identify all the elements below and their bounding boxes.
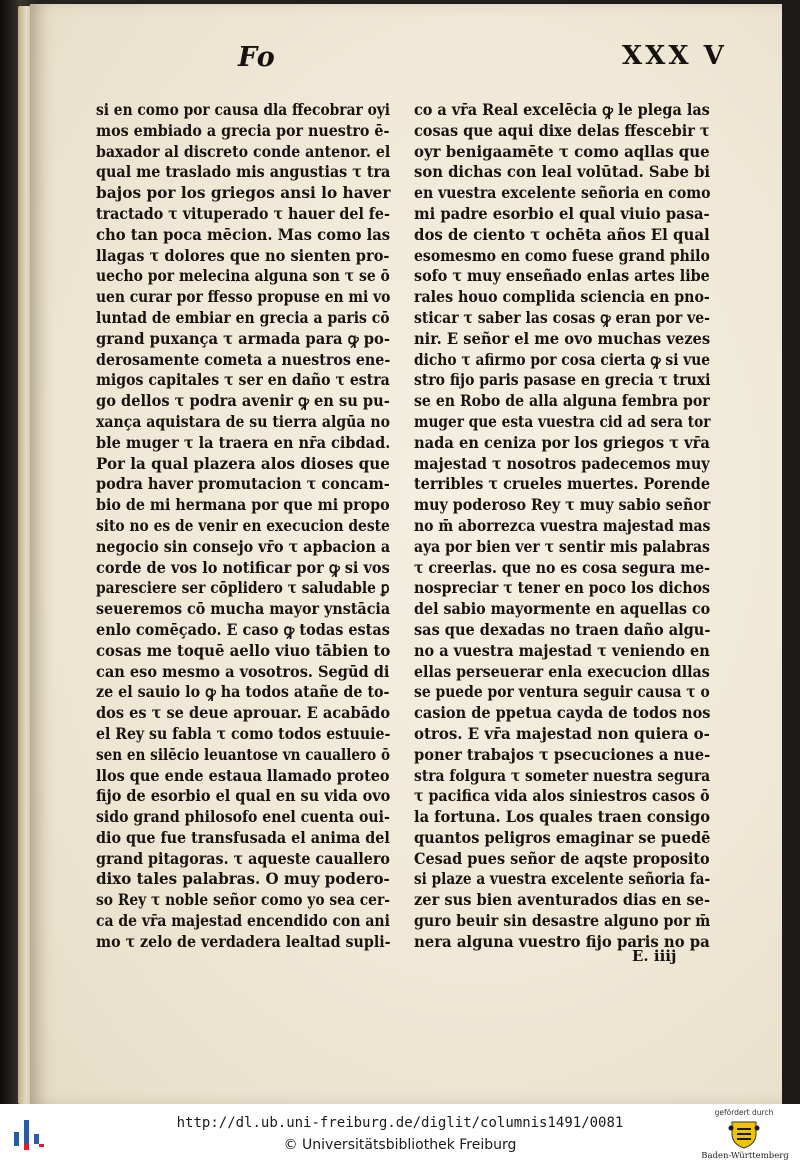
text-line: rales houo complida sciencia en pno- bbox=[414, 288, 710, 307]
sponsor-label: gefördert durch bbox=[714, 1108, 774, 1117]
text-line: mi padre esorbio el qual viuio pasa- bbox=[414, 204, 710, 223]
text-line: paresciere ser cōplidero τ saludable ꝑ bbox=[96, 579, 390, 598]
text-line: ellas perseuerar enla execucion dllas bbox=[414, 662, 710, 681]
text-line: si en como por causa dla ffecobrar oyi bbox=[96, 101, 391, 119]
text-line: poner trabajos τ psecuciones a nue- bbox=[414, 745, 711, 764]
text-line: nospreciar τ tener en poco los dichos bbox=[414, 579, 710, 598]
text-line: la fortuna. Los quales traen consigo bbox=[414, 808, 711, 827]
text-line: sofo τ muy enseñado enlas artes libe bbox=[414, 267, 710, 286]
text-line: dos es τ se deue aprouar. E acabādo bbox=[96, 704, 391, 723]
text-line: grand pitagoras. τ aqueste cauallero bbox=[96, 849, 390, 868]
text-line: del sabio mayormente en aquellas co bbox=[414, 600, 711, 619]
text-line: cosas que aqui dixe delas ffescebir τ bbox=[414, 121, 710, 140]
text-line: esomesmo en como fuese grand philo bbox=[414, 246, 710, 265]
text-line: llos que ende estaua llamado proteo bbox=[96, 766, 390, 785]
text-line: stro fijo paris pasase en grecia τ truxi bbox=[414, 371, 711, 390]
text-line: dio que fue transfusada el anima del bbox=[96, 828, 390, 847]
text-line: oyr benigaamēte τ como aqllas que bbox=[414, 142, 710, 161]
text-line: τ creerlas. que no es cosa segura me- bbox=[414, 558, 710, 577]
text-line: τ pacifica vida alos siniestros casos ō bbox=[414, 787, 710, 806]
text-line: majestad τ nosotros padecemos muy bbox=[414, 454, 710, 473]
text-line: son dichas con leal volūtad. Sabe bi bbox=[414, 163, 711, 182]
text-line: sito no es de venir en execucion deste bbox=[96, 516, 390, 535]
text-line: mos embiado a grecia por nuestro ē- bbox=[96, 121, 390, 140]
text-line: co a vr̄a Real excelēcia ꝙ le plega las bbox=[414, 101, 710, 119]
text-line: fijo de esorbio el qual en su vida ovo bbox=[96, 787, 391, 806]
text-line: guro beuir sin desastre alguno por m̄ bbox=[414, 912, 711, 931]
text-column-left bbox=[96, 100, 390, 953]
text-line: uecho por melecina alguna son τ se ō bbox=[96, 267, 390, 286]
text-line: si plaze a vuestra excelente señoria fa- bbox=[414, 870, 711, 889]
text-line: qual me traslado mis angustias τ tra bbox=[96, 163, 391, 182]
text-line: quantos peligros emaginar se puedē bbox=[414, 828, 711, 847]
permalink-url[interactable]: http://dl.ub.uni-freiburg.de/diglit/columnis1491/0081 bbox=[176, 1115, 624, 1131]
text-line: se en Robo de alla alguna fembra por bbox=[414, 392, 710, 411]
text-line: negocio sin consejo vr̄o τ apbacion a bbox=[96, 537, 391, 556]
text-line: enlo comēçado. E caso ꝙ todas estas bbox=[96, 620, 390, 639]
text-line: xança aquistara de su tierra algūa no bbox=[96, 412, 390, 431]
text-line: el Rey su fabla τ como todos estuuie- bbox=[96, 724, 391, 743]
text-line: en vuestra excelente señoria en como bbox=[414, 184, 711, 203]
text-line: nera alguna vuestro fijo paris no pa bbox=[414, 932, 710, 951]
text-line: seueremos cō mucha mayor ynstācia bbox=[96, 600, 391, 619]
text-line: migos capitales τ ser en daño τ estra bbox=[96, 371, 390, 390]
text-line: bajos por los griegos ansi lo haver bbox=[96, 184, 391, 203]
text-line: uen curar por ffesso propuse en mi vo bbox=[96, 288, 391, 307]
text-line: sen en silēcio leuantose vn cauallero ō bbox=[96, 745, 391, 764]
text-line: se puede por ventura seguir causa τ o bbox=[414, 683, 710, 702]
text-line: stra folgura τ someter nuestra segura bbox=[414, 766, 711, 785]
book-page bbox=[30, 4, 782, 1104]
text-line: ble muger τ la traera en nr̄a cibdad. bbox=[96, 433, 391, 452]
signature-mark: E. iiij bbox=[632, 947, 677, 965]
sponsor-block bbox=[700, 1108, 800, 1162]
text-line: ca de vr̄a majestad encendido con ani bbox=[96, 912, 390, 931]
text-line: corde de vos lo notificar por ꝙ si vos bbox=[96, 558, 390, 577]
text-line: nir. E señor el me ovo muchas vezes bbox=[414, 329, 711, 348]
text-line: dixo tales palabras. O muy podero- bbox=[96, 870, 390, 889]
coat-of-arms-icon bbox=[728, 1118, 760, 1150]
folio-number: XXX V bbox=[622, 41, 727, 71]
text-line: aya por bien ver τ sentir mis palabras bbox=[414, 537, 710, 556]
text-line: Cesad pues señor de aqste proposito bbox=[414, 849, 710, 868]
text-line: ze el sauio lo ꝙ ha todos atañe de to- bbox=[96, 683, 390, 702]
text-line: grand puxança τ armada para ꝙ po- bbox=[96, 329, 390, 348]
text-line: go dellos τ podra avenir ꝙ en su pu- bbox=[96, 392, 390, 411]
text-line: mo τ zelo de verdadera lealtad supli- bbox=[96, 932, 391, 951]
text-line: nada en ceniza por los griegos τ vr̄a bbox=[414, 433, 710, 452]
text-line: muy poderoso Rey τ muy sabio señor bbox=[414, 496, 711, 515]
text-line: so Rey τ noble señor como yo sea cer- bbox=[96, 891, 391, 910]
text-line: baxador al discreto conde antenor. el bbox=[96, 142, 391, 161]
text-line: cho tan poca mēcion. Mas como las bbox=[96, 225, 391, 244]
running-head-left: Fo bbox=[238, 42, 276, 73]
text-column-right bbox=[414, 100, 710, 953]
text-line: sas que dexadas no traen daño algu- bbox=[414, 620, 711, 639]
sponsor-name: Baden-Württemberg bbox=[701, 1151, 789, 1161]
viewer-footer bbox=[0, 1104, 800, 1162]
text-line: dos de ciento τ ochēta años El qual bbox=[414, 225, 710, 244]
text-line: Por la qual plazera alos dioses que bbox=[96, 454, 390, 473]
text-line: muger que esta vuestra cid ad sera tor bbox=[414, 412, 711, 431]
text-line: sticar τ saber las cosas ꝙ eran por ve- bbox=[414, 308, 710, 327]
text-line: cosas me toquē aello viuo tābien to bbox=[96, 641, 391, 660]
text-line: no a vuestra majestad τ veniendo en bbox=[414, 641, 710, 660]
text-line: luntad de embiar en grecia a paris cō bbox=[96, 308, 390, 327]
text-line: no m̄ aborrezca vuestra majestad mas bbox=[414, 516, 711, 535]
text-line: podra haver promutacion τ concam- bbox=[96, 475, 390, 494]
text-line: sido grand philosofo enel cuenta oui- bbox=[96, 808, 390, 827]
text-line: tractado τ vituperado τ hauer del fe- bbox=[96, 204, 390, 223]
text-line: casion de ppetua cayda de todos nos bbox=[414, 704, 711, 723]
text-line: can eso mesmo a vosotros. Segūd di bbox=[96, 662, 390, 681]
text-line: otros. E vr̄a majestad non quiera o- bbox=[414, 724, 710, 743]
text-line: dicho τ afirmo por cosa cierta ꝙ si vue bbox=[414, 350, 711, 369]
text-line: derosamente cometa a nuestros ene- bbox=[96, 350, 391, 369]
copyright-notice: © Universitätsbibliothek Freiburg bbox=[283, 1137, 517, 1153]
text-line: zer sus bien aventurados dias en se- bbox=[414, 891, 711, 910]
text-line: llagas τ dolores que no sienten pro- bbox=[96, 246, 390, 265]
text-line: terribles τ crueles muertes. Porende bbox=[414, 475, 711, 494]
text-line: bio de mi hermana por que mi propo bbox=[96, 496, 390, 515]
